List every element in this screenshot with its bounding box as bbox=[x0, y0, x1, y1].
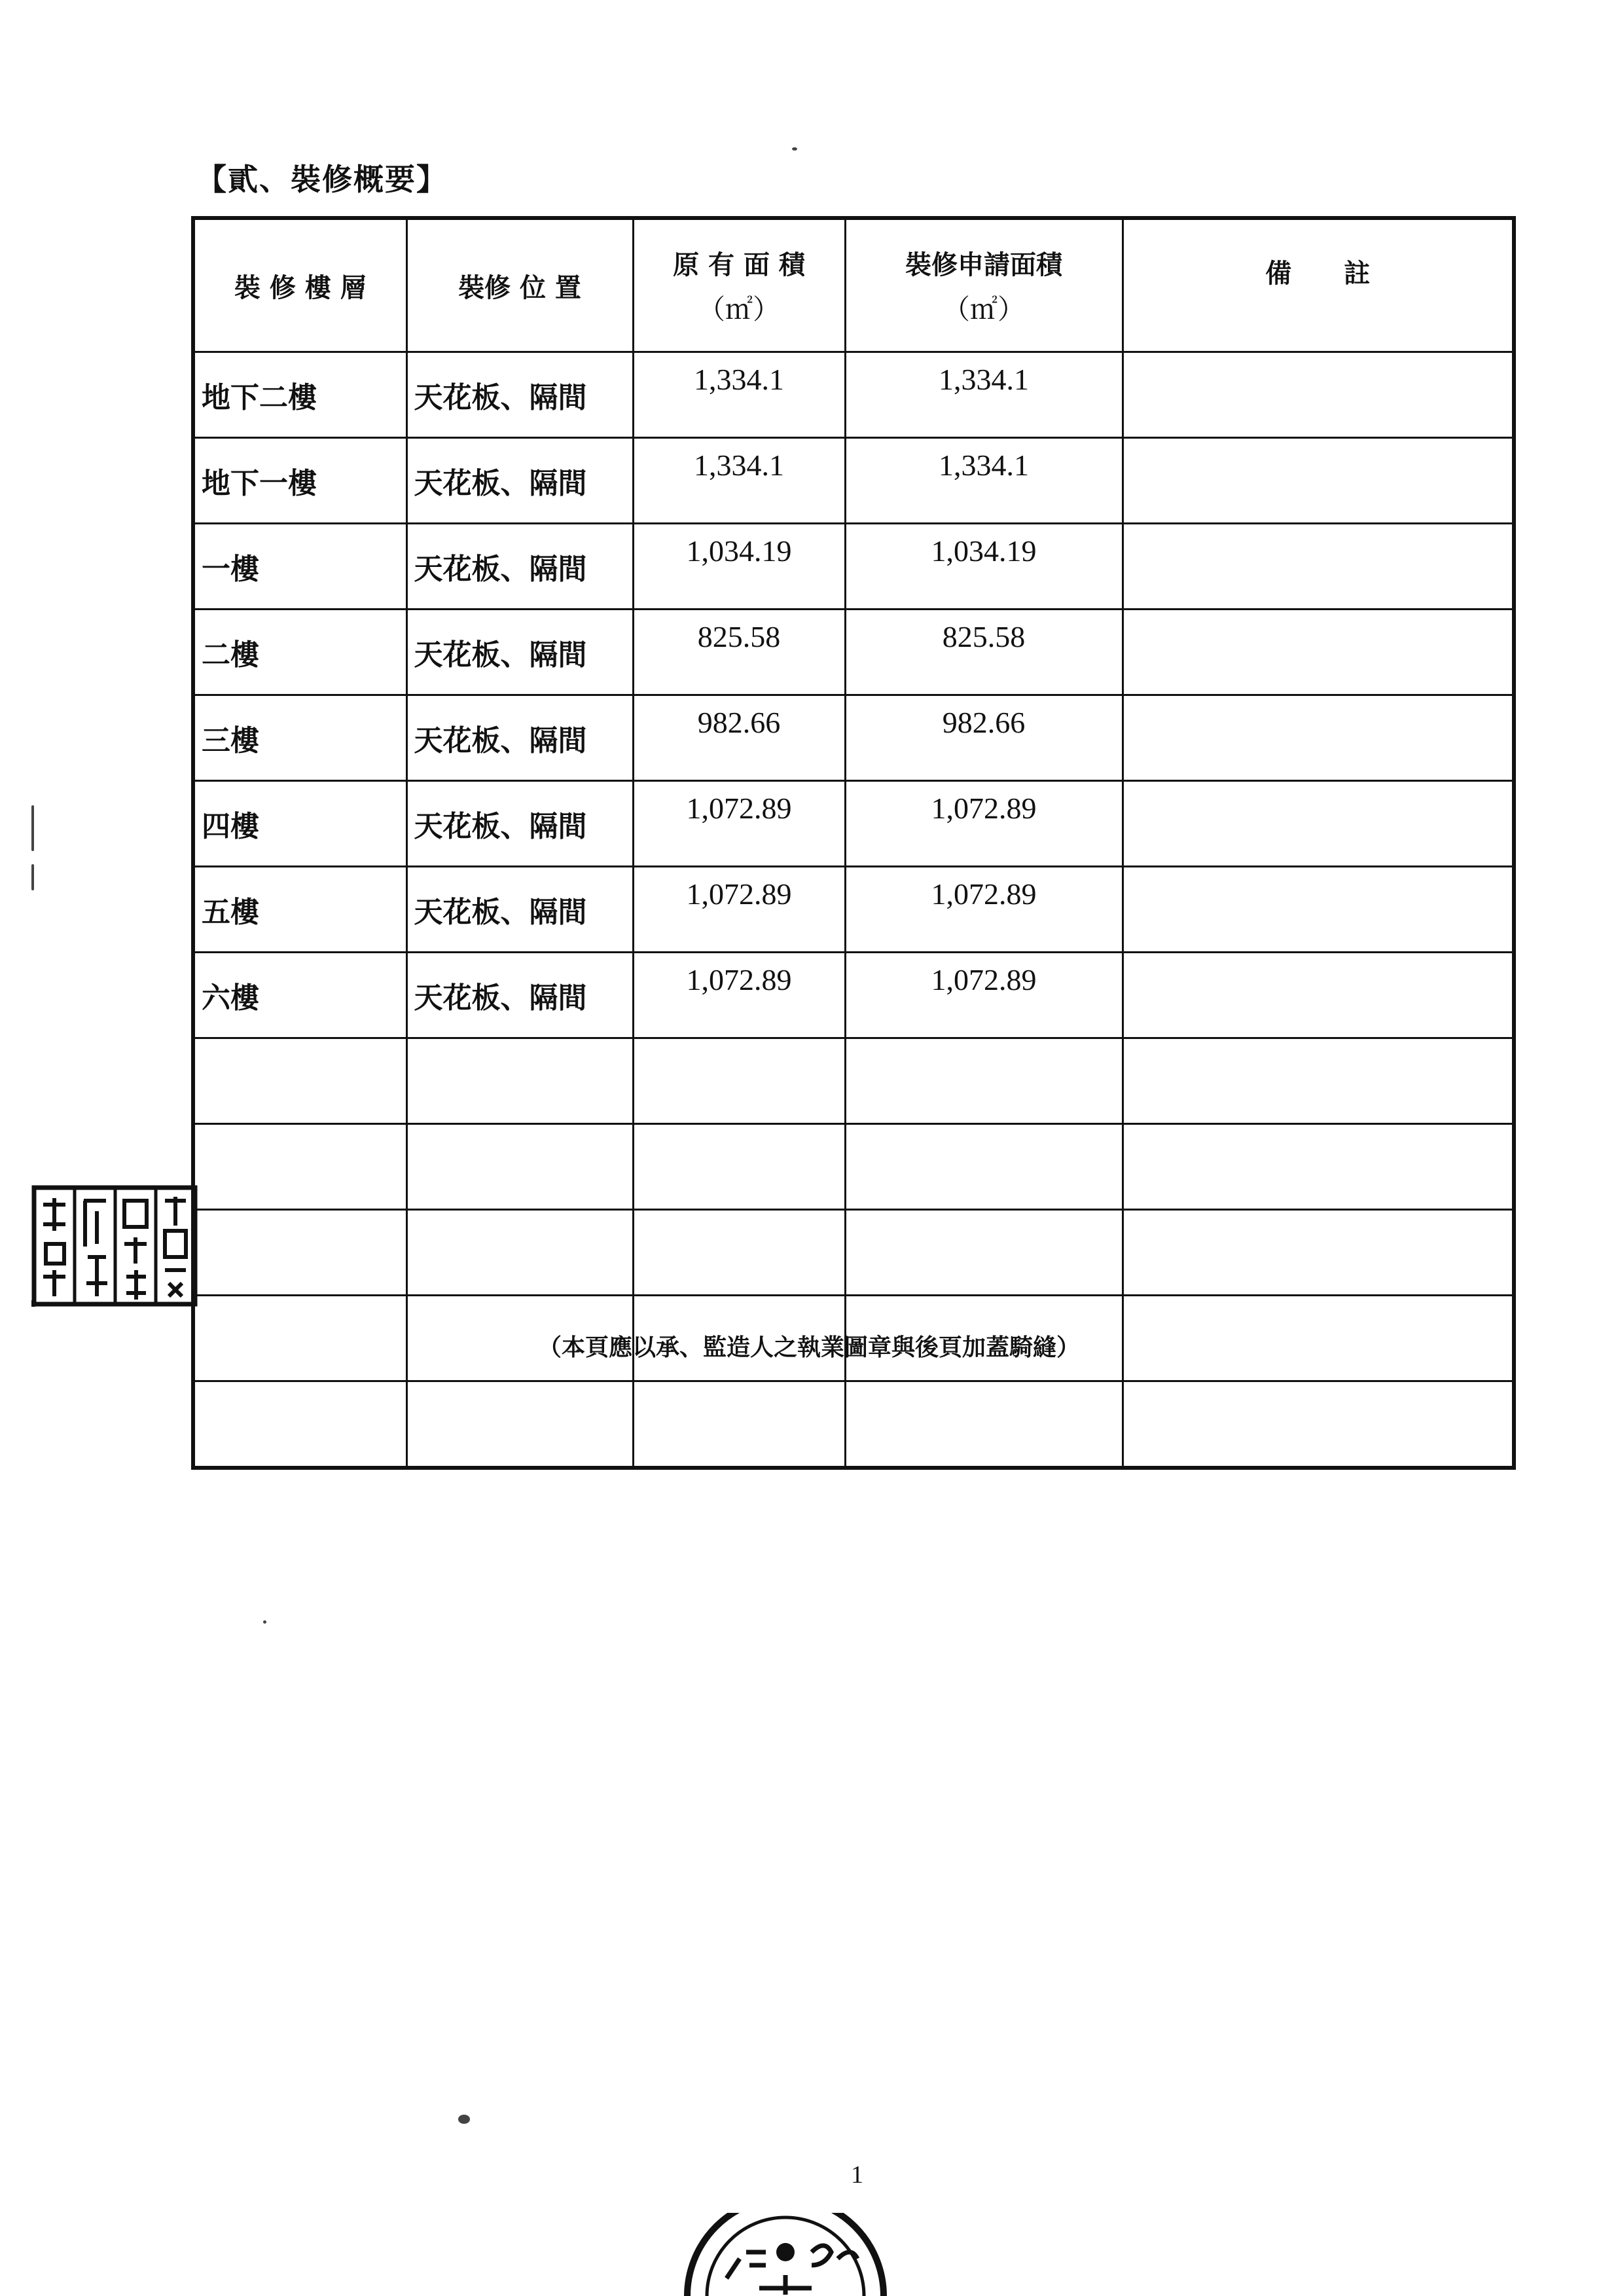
remarks-cell bbox=[1123, 1124, 1514, 1210]
page-number: 1 bbox=[851, 2161, 863, 2189]
applied-area-cell bbox=[845, 1210, 1123, 1296]
architect-seal-icon bbox=[31, 1185, 198, 1307]
original-area-cell bbox=[633, 1124, 845, 1210]
header-applied-area: 裝修申請面積 （㎡） bbox=[845, 218, 1123, 352]
applied-area-cell: 1,072.89 bbox=[845, 867, 1123, 953]
header-remarks: 備 註 bbox=[1123, 218, 1514, 352]
position-cell bbox=[406, 1038, 633, 1124]
position-cell: 天花板、隔間 bbox=[406, 524, 633, 610]
scan-speck bbox=[458, 2115, 470, 2124]
applied-area-cell: 1,034.19 bbox=[845, 524, 1123, 610]
applied-area-cell bbox=[845, 1124, 1123, 1210]
floor-cell bbox=[193, 1210, 406, 1296]
original-area-cell: 982.66 bbox=[633, 695, 845, 781]
original-area-cell: 825.58 bbox=[633, 610, 845, 695]
floor-cell: 三樓 bbox=[193, 695, 406, 781]
remarks-cell bbox=[1123, 953, 1514, 1038]
applied-area-cell: 1,072.89 bbox=[845, 953, 1123, 1038]
remarks-cell bbox=[1123, 438, 1514, 524]
table-row bbox=[193, 781, 1514, 867]
floor-cell: 地下一樓 bbox=[193, 438, 406, 524]
applied-area-unit: （㎡） bbox=[942, 293, 1025, 325]
scan-speck bbox=[792, 147, 797, 151]
table-row bbox=[193, 352, 1514, 438]
position-cell: 天花板、隔間 bbox=[406, 352, 633, 438]
header-floor: 裝 修 樓 層 bbox=[193, 218, 406, 352]
table-row bbox=[193, 524, 1514, 610]
original-area-cell bbox=[633, 1210, 845, 1296]
footnote: （本頁應以承、監造人之執業圖章與後頁加蓋騎縫） bbox=[537, 1334, 1080, 1361]
round-seal-icon bbox=[681, 2213, 890, 2296]
table-row bbox=[193, 610, 1514, 695]
applied-area-cell bbox=[845, 1381, 1123, 1468]
original-area-cell: 1,072.89 bbox=[633, 781, 845, 867]
scan-speck bbox=[263, 1620, 266, 1624]
floor-cell: 一樓 bbox=[193, 524, 406, 610]
table-row bbox=[193, 1381, 1514, 1468]
applied-area-cell bbox=[845, 1038, 1123, 1124]
remarks-cell bbox=[1123, 695, 1514, 781]
position-cell: 天花板、隔間 bbox=[406, 781, 633, 867]
remarks-cell bbox=[1123, 1038, 1514, 1124]
table-header-row bbox=[193, 218, 1514, 352]
table-row bbox=[193, 1124, 1514, 1210]
applied-area-cell: 1,072.89 bbox=[845, 781, 1123, 867]
section-title: 【貳、裝修概要】 bbox=[196, 162, 448, 197]
original-area-cell: 1,334.1 bbox=[633, 438, 845, 524]
table-row bbox=[193, 1210, 1514, 1296]
original-area-unit: （㎡） bbox=[697, 293, 780, 325]
applied-area-cell: 1,334.1 bbox=[845, 438, 1123, 524]
remarks-cell bbox=[1123, 352, 1514, 438]
floor-cell bbox=[193, 1381, 406, 1468]
floor-cell: 地下二樓 bbox=[193, 352, 406, 438]
remarks-cell bbox=[1123, 524, 1514, 610]
header-original-area: 原 有 面 積 （㎡） bbox=[633, 218, 845, 352]
applied-area-cell: 982.66 bbox=[845, 695, 1123, 781]
position-cell bbox=[406, 1381, 633, 1468]
floor-cell bbox=[193, 1124, 406, 1210]
floor-cell: 四樓 bbox=[193, 781, 406, 867]
original-area-cell: 1,072.89 bbox=[633, 953, 845, 1038]
original-area-cell: 1,334.1 bbox=[633, 352, 845, 438]
position-cell bbox=[406, 1210, 633, 1296]
remarks-cell bbox=[1123, 1381, 1514, 1468]
original-area-cell bbox=[633, 1381, 845, 1468]
remarks-cell bbox=[1123, 1210, 1514, 1296]
table-row bbox=[193, 953, 1514, 1038]
header-position: 裝修 位 置 bbox=[406, 218, 633, 352]
position-cell: 天花板、隔間 bbox=[406, 610, 633, 695]
table-row bbox=[193, 867, 1514, 953]
original-area-cell bbox=[633, 1038, 845, 1124]
position-cell bbox=[406, 1124, 633, 1210]
scan-speck bbox=[31, 864, 34, 890]
floor-cell: 六樓 bbox=[193, 953, 406, 1038]
renovation-summary-table bbox=[191, 216, 1516, 1470]
remarks-cell bbox=[1123, 781, 1514, 867]
original-area-cell: 1,072.89 bbox=[633, 867, 845, 953]
floor-cell: 五樓 bbox=[193, 867, 406, 953]
position-cell: 天花板、隔間 bbox=[406, 438, 633, 524]
remarks-cell bbox=[1123, 610, 1514, 695]
position-cell: 天花板、隔間 bbox=[406, 867, 633, 953]
renovation-summary-table-wrap bbox=[191, 216, 1512, 1295]
applied-area-cell: 825.58 bbox=[845, 610, 1123, 695]
applied-area-cell: 1,334.1 bbox=[845, 352, 1123, 438]
position-cell: 天花板、隔間 bbox=[406, 953, 633, 1038]
original-area-cell: 1,034.19 bbox=[633, 524, 845, 610]
floor-cell: 二樓 bbox=[193, 610, 406, 695]
table-row bbox=[193, 438, 1514, 524]
remarks-cell bbox=[1123, 867, 1514, 953]
table-row bbox=[193, 1038, 1514, 1124]
table-row bbox=[193, 695, 1514, 781]
position-cell: 天花板、隔間 bbox=[406, 695, 633, 781]
scan-speck bbox=[31, 805, 34, 851]
floor-cell bbox=[193, 1038, 406, 1124]
